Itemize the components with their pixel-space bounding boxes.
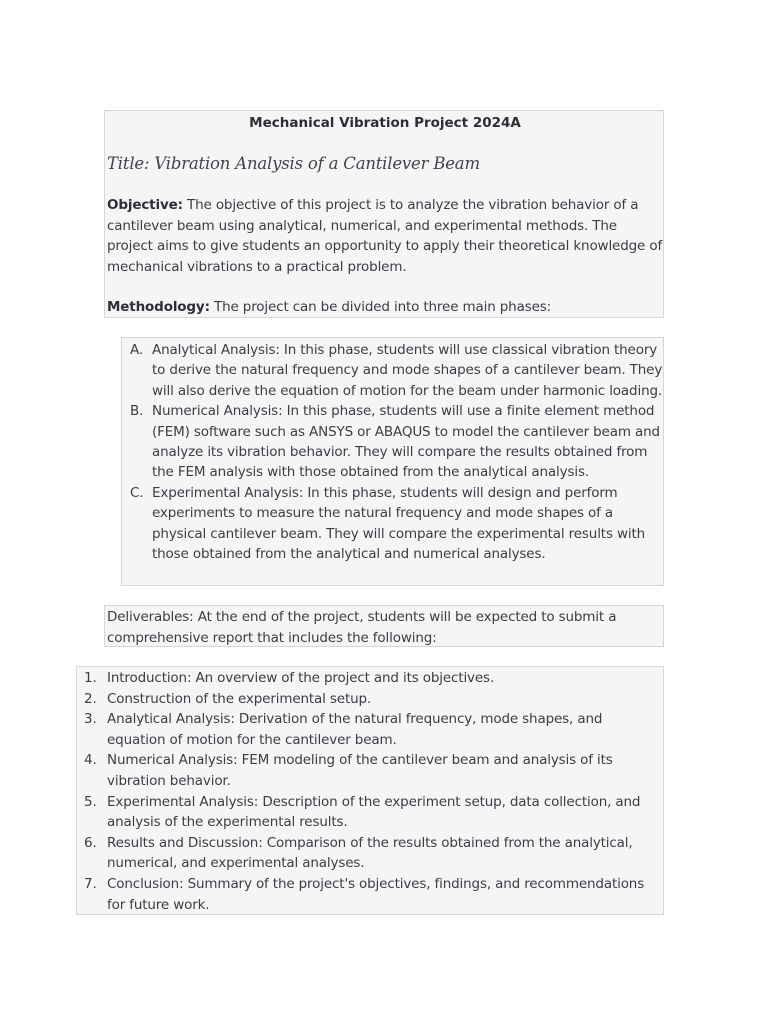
list-item — [77, 668, 663, 689]
deliverables-list — [77, 668, 663, 915]
deliverables-intro: Deliverables: At the end of the project, students will be expected to submit a comprehensive report that includes the following: — [107, 609, 617, 646]
list-item — [77, 689, 663, 710]
list-item — [122, 340, 663, 401]
list-item-text: Numerical Analysis: In this phase, students will use a finite element method (FEM) software such as ANSYS or ABAQUS to model the cantilever beam and analyze its vibration behavior. They will compare the results obtained from the FEM analysis with those obtained from the analytical analysis. — [152, 403, 660, 481]
objective-text: The objective of this project is to analyze the vibration behavior of a cantilever beam using analytical, numerical, and experimental methods. The project aims to give students an opportunity to apply their theoretical knowledge of mechanical vibrations to a practical problem. — [107, 197, 663, 275]
list-marker: 4. — [84, 752, 97, 769]
objective-paragraph — [107, 195, 663, 277]
list-item-text: Construction of the experimental setup. — [107, 690, 372, 707]
list-marker: 5. — [84, 793, 97, 810]
list-item-text: Analytical Analysis: In this phase, students will use classical vibration theory to derive the natural frequency and mode shapes of a cantilever beam. They will also derive the equation of motion for the beam under harmonic loading. — [152, 342, 663, 399]
document-title: Title: Vibration Analysis of a Cantilever Beam — [107, 154, 480, 173]
list-item-text: Analytical Analysis: Derivation of the natural frequency, mode shapes, and equation of motion for the cantilever beam. — [107, 711, 603, 748]
list-item-text: Experimental Analysis: In this phase, students will design and perform experiments to measure the natural frequency and mode shapes of a physical cantilever beam. They will compare the experimental results with those obtained from the analytical and numerical analyses. — [152, 484, 646, 563]
list-item — [77, 874, 663, 915]
phases-list — [122, 340, 663, 564]
document-heading: Mechanical Vibration Project 2024A — [249, 115, 521, 131]
list-item-text: Introduction: An overview of the project and its objectives. — [107, 670, 495, 686]
list-marker: B. — [130, 403, 144, 420]
list-item-text: Results and Discussion: Comparison of the results obtained from the analytical, numerical, and experimental analyses. — [107, 834, 633, 872]
deliverables-intro-section — [104, 605, 664, 647]
list-marker: C. — [130, 484, 144, 501]
list-marker: 3. — [84, 711, 97, 728]
list-item — [77, 833, 663, 874]
methodology-text: The project can be divided into three main phases: — [209, 299, 552, 315]
list-item — [77, 750, 663, 791]
list-item — [122, 401, 663, 483]
list-item-text: Numerical Analysis: FEM modeling of the cantilever beam and analysis of its vibration behavior. — [107, 752, 613, 789]
list-marker: A. — [130, 342, 143, 358]
list-item-text: Experimental Analysis: Description of the experiment setup, data collection, and analysis of the experimental results. — [107, 793, 641, 831]
list-marker: 1. — [84, 670, 97, 686]
list-item — [122, 483, 663, 565]
methodology-label: Methodology: — [107, 299, 210, 315]
deliverables-section — [76, 666, 664, 915]
objective-label: Objective: — [107, 197, 183, 213]
header-section — [104, 110, 664, 318]
list-marker: 7. — [84, 875, 97, 892]
list-item — [77, 792, 663, 833]
methodology-paragraph — [107, 297, 663, 318]
list-marker: 2. — [84, 690, 97, 707]
list-item-text: Conclusion: Summary of the project's objectives, findings, and recommendations for future work. — [107, 875, 645, 913]
phases-section — [121, 337, 664, 586]
list-marker: 6. — [84, 834, 97, 851]
list-item — [77, 709, 663, 750]
